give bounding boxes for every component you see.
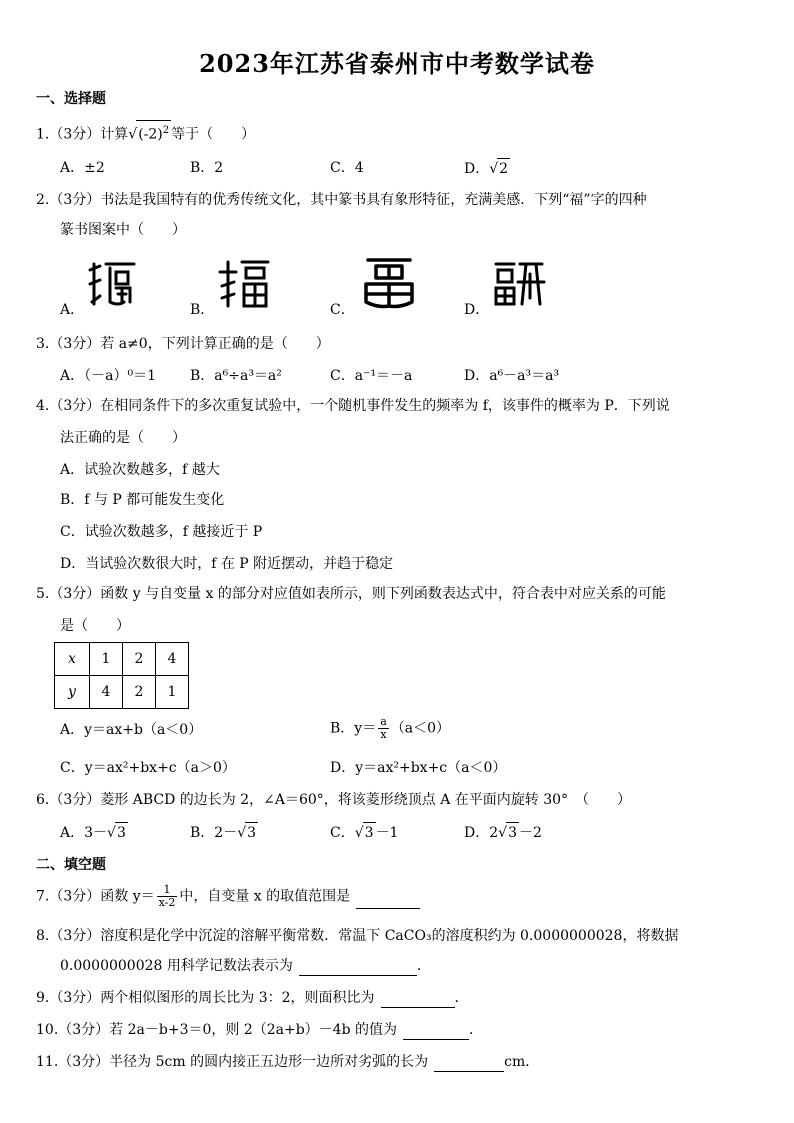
table-cell: 4 xyxy=(156,643,189,676)
question-1 xyxy=(36,120,255,145)
section-choice-heading: 一、选择题 xyxy=(36,91,106,107)
q1-prefix: 1.（3分）计算 xyxy=(36,126,129,143)
table-cell: 4 xyxy=(90,676,123,709)
seal-script-fu-c-icon xyxy=(360,254,418,310)
q2-option-d[interactable]: D． xyxy=(464,302,490,318)
question-4-line1: 4.（3分）在相同条件下的多次重复试验中，一个随机事件发生的频率为 f，该事件的概率为 P．下列说 xyxy=(36,398,670,414)
q6-option-a[interactable]: A．3－√3 xyxy=(60,822,128,843)
q2-option-a[interactable]: A． xyxy=(60,302,85,318)
question-10: 10.（3分）若 2a－b+3＝0，则 2（2a+b）－4b 的值为 ． xyxy=(36,1022,484,1038)
question-7: 7.（3分）函数 y＝ $\frac{1}{x-2}$ 中，自变量 x 的取值范围是 xyxy=(36,884,420,909)
q5-option-d[interactable]: D．y＝ax²+bx+c（a＜0） xyxy=(330,760,507,776)
table-cell: x xyxy=(55,643,90,676)
table-cell: 2 xyxy=(123,676,156,709)
question-5-line2: 是（ ） xyxy=(60,618,130,634)
q1-option-c[interactable]: C．4 xyxy=(330,160,364,176)
table-cell: y xyxy=(55,676,90,709)
seal-script-fu-a-icon xyxy=(88,258,138,310)
question-8-line1: 8.（3分）溶度积是化学中沉淀的溶解平衡常数．常温下 CaCO₃的溶度积约为 0.0000000028，将数据 xyxy=(36,928,679,944)
sqrt-symbol: √ xyxy=(128,126,138,143)
q1-radicand: $(-2)^2$ xyxy=(136,120,171,145)
q3-option-d[interactable]: D．a⁶－a³＝a³ xyxy=(464,368,560,384)
q5-option-b[interactable]: B．y＝ $\frac{a}{x}$ （a＜0） xyxy=(330,715,451,741)
q1-option-b[interactable]: B．2 xyxy=(190,160,224,176)
answer-blank[interactable] xyxy=(434,1057,504,1072)
question-5-line1: 5.（3分）函数 y 与自变量 x 的部分对应值如表所示，则下列函数表达式中，符合表中对应关系的可能 xyxy=(36,586,666,602)
q3-option-c[interactable]: C．a⁻¹＝－a xyxy=(330,368,413,384)
table-cell: 2 xyxy=(123,643,156,676)
question-4-line2: 法正确的是（ ） xyxy=(60,430,186,446)
question-2-line1: 2.（3分）书法是我国特有的优秀传统文化，其中篆书具有象形特征，充满美感．下列“福”字的四种 xyxy=(36,192,647,208)
q2-option-b[interactable]: B． xyxy=(190,302,215,318)
q2-option-c[interactable]: C． xyxy=(330,302,355,318)
q3-option-b[interactable]: B．a⁶÷a³＝a² xyxy=(190,368,282,384)
question-2-line2: 篆书图案中（ ） xyxy=(60,222,186,238)
q4-option-c[interactable]: C．试验次数越多，f 越接近于 P xyxy=(60,524,263,540)
table-row xyxy=(55,676,189,709)
table-cell: 1 xyxy=(90,643,123,676)
section-fill-heading: 二、填空题 xyxy=(36,857,106,873)
question-6: 6.（3分）菱形 ABCD 的边长为 2，∠A＝60°，将该菱形绕顶点 A 在平面内旋转 30° （ ） xyxy=(36,792,632,808)
seal-script-fu-b-icon xyxy=(218,258,270,310)
q6-option-b[interactable]: B．2－√3 xyxy=(190,822,258,843)
q1-option-d[interactable]: D．√2 xyxy=(464,158,510,179)
seal-script-fu-d-icon xyxy=(492,258,546,310)
q3-option-a[interactable]: A．（－a）⁰＝1 xyxy=(60,368,156,384)
question-11: 11.（3分）半径为 5cm 的圆内接正五边形一边所对劣弧的长为 cm． xyxy=(36,1054,540,1070)
answer-blank[interactable] xyxy=(299,961,417,976)
question-3: 3.（3分）若 a≠0，下列计算正确的是（ ） xyxy=(36,336,330,352)
question-8-line2: 0.0000000028 用科学记数法表示为 ． xyxy=(60,958,431,974)
table-row xyxy=(55,643,189,676)
q6-option-c[interactable]: C．√3 －1 xyxy=(330,822,398,843)
q4-option-d[interactable]: D．当试验次数很大时，f 在 P 附近摆动，并趋于稳定 xyxy=(60,556,394,572)
q5-option-a[interactable]: A．y＝ax+b（a＜0） xyxy=(60,722,203,738)
q6-option-d[interactable]: D．2√3 －2 xyxy=(464,822,542,843)
answer-blank[interactable] xyxy=(403,1025,469,1040)
xy-value-table xyxy=(54,642,189,709)
answer-blank[interactable] xyxy=(356,894,420,909)
q4-option-a[interactable]: A．试验次数越多，f 越大 xyxy=(60,462,220,478)
q1-suffix: 等于（ ） xyxy=(171,126,256,143)
page-title: 2023年江苏省泰州市中考数学试卷 xyxy=(199,49,595,78)
q5-option-c[interactable]: C．y＝ax²+bx+c（a＞0） xyxy=(60,760,236,776)
answer-blank[interactable] xyxy=(381,993,455,1008)
table-cell: 1 xyxy=(156,676,189,709)
q4-option-b[interactable]: B．f 与 P 都可能发生变化 xyxy=(60,492,225,508)
q1-option-a[interactable]: A．±2 xyxy=(60,160,105,176)
question-9: 9.（3分）两个相似图形的周长比为 3：2，则面积比为 ． xyxy=(36,990,469,1006)
